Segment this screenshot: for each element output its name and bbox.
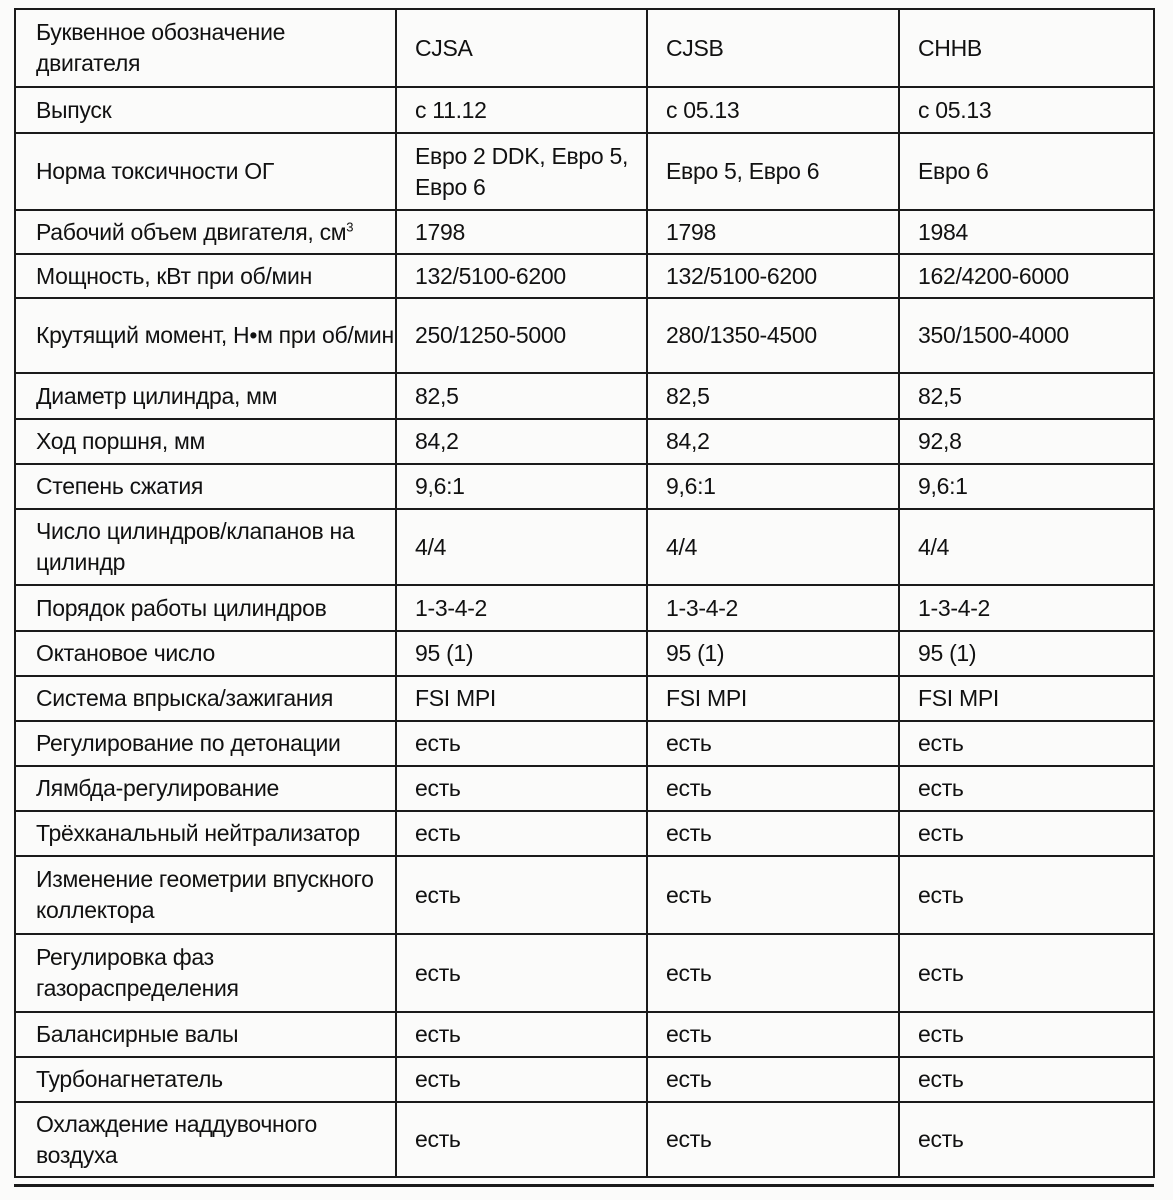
row-label-text: Диаметр цилиндра, мм xyxy=(36,382,278,409)
row-value-cell: есть xyxy=(396,766,647,811)
row-label-cell xyxy=(15,856,396,934)
row-label-cell xyxy=(15,298,396,373)
row-value-cell: 1-3-4-2 xyxy=(647,585,899,631)
row-label-text: Система впрыска/зажигания xyxy=(36,685,334,711)
row-label-cell xyxy=(15,585,396,631)
row-value-cell: 95 (1) xyxy=(647,631,899,676)
table-row xyxy=(15,298,1154,373)
row-value-cell: 4/4 xyxy=(396,509,647,585)
row-label-cell xyxy=(15,676,396,721)
row-value-cell: 1-3-4-2 xyxy=(396,585,647,631)
row-label-cell xyxy=(15,721,396,766)
row-label-text: Регулирование по детонации xyxy=(36,730,341,756)
row-value-cell: 1984 xyxy=(899,210,1154,254)
row-value-cell: с 11.12 xyxy=(396,87,647,133)
row-value-cell: с 05.13 xyxy=(647,87,899,133)
row-value-cell: 4/4 xyxy=(647,509,899,585)
row-label-cell xyxy=(15,509,396,585)
row-value-cell: 162/4200-6000 xyxy=(899,254,1154,298)
row-label-cell xyxy=(15,133,396,210)
row-value-cell: есть xyxy=(396,856,647,934)
row-label-text: Число цилиндров/клапанов на цилиндр xyxy=(36,518,355,575)
table-row xyxy=(15,254,1154,298)
row-value-cell: есть xyxy=(899,856,1154,934)
header-engine-cell: CJSB xyxy=(647,9,899,87)
row-label-text: Мощность, кВт при об/мин xyxy=(36,262,312,289)
row-label-superscript: 3 xyxy=(346,218,354,234)
table-row xyxy=(15,133,1154,210)
row-value-cell: есть xyxy=(396,1012,647,1057)
row-label-text: Порядок работы цилиндров xyxy=(36,594,327,621)
row-value-cell: 82,5 xyxy=(647,373,899,419)
table-header-row xyxy=(15,9,1154,87)
row-label-text: Октановое число xyxy=(36,640,216,666)
row-label-text: Турбонагнетатель xyxy=(36,1066,223,1092)
row-label-text: Трёхканальный нейтрализатор xyxy=(36,820,360,846)
row-value-cell: есть xyxy=(647,1012,899,1057)
table-row xyxy=(15,631,1154,676)
row-label-text: Выпуск xyxy=(36,96,112,123)
row-value-cell: есть xyxy=(647,721,899,766)
row-value-cell: 4/4 xyxy=(899,509,1154,585)
row-value-cell: есть xyxy=(647,1102,899,1177)
row-value-cell: Евро 5, Евро 6 xyxy=(647,133,899,210)
table-row xyxy=(15,464,1154,509)
row-label-cell xyxy=(15,210,396,254)
row-label-cell xyxy=(15,1102,396,1177)
row-value-cell: Евро 6 xyxy=(899,133,1154,210)
row-value-cell: 92,8 xyxy=(899,419,1154,464)
row-label-text: Охлаждение наддувочного воздуха xyxy=(36,1110,318,1168)
row-value-cell: 9,6:1 xyxy=(899,464,1154,509)
row-label-text: Балансирные валы xyxy=(36,1021,239,1047)
row-label-text: Степень сжатия xyxy=(36,473,204,499)
engine-spec-table-body xyxy=(15,9,1154,1177)
row-value-cell: есть xyxy=(899,934,1154,1012)
row-value-cell: есть xyxy=(647,1057,899,1102)
row-value-cell: есть xyxy=(899,1102,1154,1177)
row-label-text: Регулировка фаз газораспределения xyxy=(36,944,239,1001)
row-label-cell xyxy=(15,811,396,856)
table-row xyxy=(15,766,1154,811)
row-value-cell: есть xyxy=(396,934,647,1012)
row-value-cell: есть xyxy=(899,1057,1154,1102)
table-row xyxy=(15,210,1154,254)
row-value-cell: 82,5 xyxy=(396,373,647,419)
row-label-cell xyxy=(15,87,396,133)
row-value-cell: FSI MPI xyxy=(647,676,899,721)
row-value-cell: есть xyxy=(647,934,899,1012)
table-row xyxy=(15,721,1154,766)
row-label-text: Лямбда-регулирование xyxy=(36,775,280,801)
row-value-cell: Евро 2 DDK, Евро 5, Евро 6 xyxy=(396,133,647,210)
table-row xyxy=(15,856,1154,934)
row-label-text: Крутящий момент, Н•м при об/мин xyxy=(36,322,394,348)
row-value-cell: 1798 xyxy=(647,210,899,254)
row-value-cell: 9,6:1 xyxy=(647,464,899,509)
row-label-text: Норма токсичности ОГ xyxy=(36,158,275,184)
row-label-text: Рабочий объем двигателя, см xyxy=(36,218,347,245)
header-label-cell: Буквенное обозначение двигателя xyxy=(15,9,396,87)
row-value-cell: 84,2 xyxy=(396,419,647,464)
table-row xyxy=(15,373,1154,419)
row-label-cell xyxy=(15,934,396,1012)
row-value-cell: 95 (1) xyxy=(396,631,647,676)
row-label-text: Изменение геометрии впускного коллектора xyxy=(36,866,374,923)
row-value-cell: есть xyxy=(899,1012,1154,1057)
row-label-text: Ход поршня, мм xyxy=(36,428,206,454)
table-row xyxy=(15,585,1154,631)
row-label-cell xyxy=(15,1057,396,1102)
row-value-cell: есть xyxy=(647,856,899,934)
table-row xyxy=(15,1012,1154,1057)
table-row xyxy=(15,811,1154,856)
row-value-cell: есть xyxy=(396,811,647,856)
row-value-cell: с 05.13 xyxy=(899,87,1154,133)
row-label-cell xyxy=(15,766,396,811)
row-value-cell: 132/5100-6200 xyxy=(647,254,899,298)
row-label-cell xyxy=(15,373,396,419)
row-value-cell: есть xyxy=(647,766,899,811)
row-value-cell: есть xyxy=(647,811,899,856)
table-row xyxy=(15,1102,1154,1177)
row-value-cell: 9,6:1 xyxy=(396,464,647,509)
row-value-cell: есть xyxy=(899,766,1154,811)
table-row xyxy=(15,87,1154,133)
row-value-cell: есть xyxy=(396,1057,647,1102)
row-value-cell: 250/1250-5000 xyxy=(396,298,647,373)
row-value-cell: 350/1500-4000 xyxy=(899,298,1154,373)
row-label-cell xyxy=(15,254,396,298)
row-value-cell: 82,5 xyxy=(899,373,1154,419)
row-value-cell: есть xyxy=(396,721,647,766)
row-value-cell: 1798 xyxy=(396,210,647,254)
engine-spec-table xyxy=(14,8,1155,1178)
row-value-cell: FSI MPI xyxy=(899,676,1154,721)
row-value-cell: 280/1350-4500 xyxy=(647,298,899,373)
table-row xyxy=(15,419,1154,464)
row-label-cell xyxy=(15,631,396,676)
table-row xyxy=(15,509,1154,585)
row-value-cell: есть xyxy=(899,811,1154,856)
row-value-cell: FSI MPI xyxy=(396,676,647,721)
row-value-cell: 1-3-4-2 xyxy=(899,585,1154,631)
table-bottom-border xyxy=(14,1184,1154,1187)
table-row xyxy=(15,1057,1154,1102)
table-row xyxy=(15,934,1154,1012)
row-label-cell xyxy=(15,1012,396,1057)
row-value-cell: 132/5100-6200 xyxy=(396,254,647,298)
row-value-cell: 84,2 xyxy=(647,419,899,464)
row-value-cell: есть xyxy=(396,1102,647,1177)
row-label-cell xyxy=(15,419,396,464)
table-row xyxy=(15,676,1154,721)
row-label-cell xyxy=(15,464,396,509)
header-engine-cell: CHHB xyxy=(899,9,1154,87)
row-value-cell: есть xyxy=(899,721,1154,766)
header-engine-cell: CJSA xyxy=(396,9,647,87)
row-value-cell: 95 (1) xyxy=(899,631,1154,676)
